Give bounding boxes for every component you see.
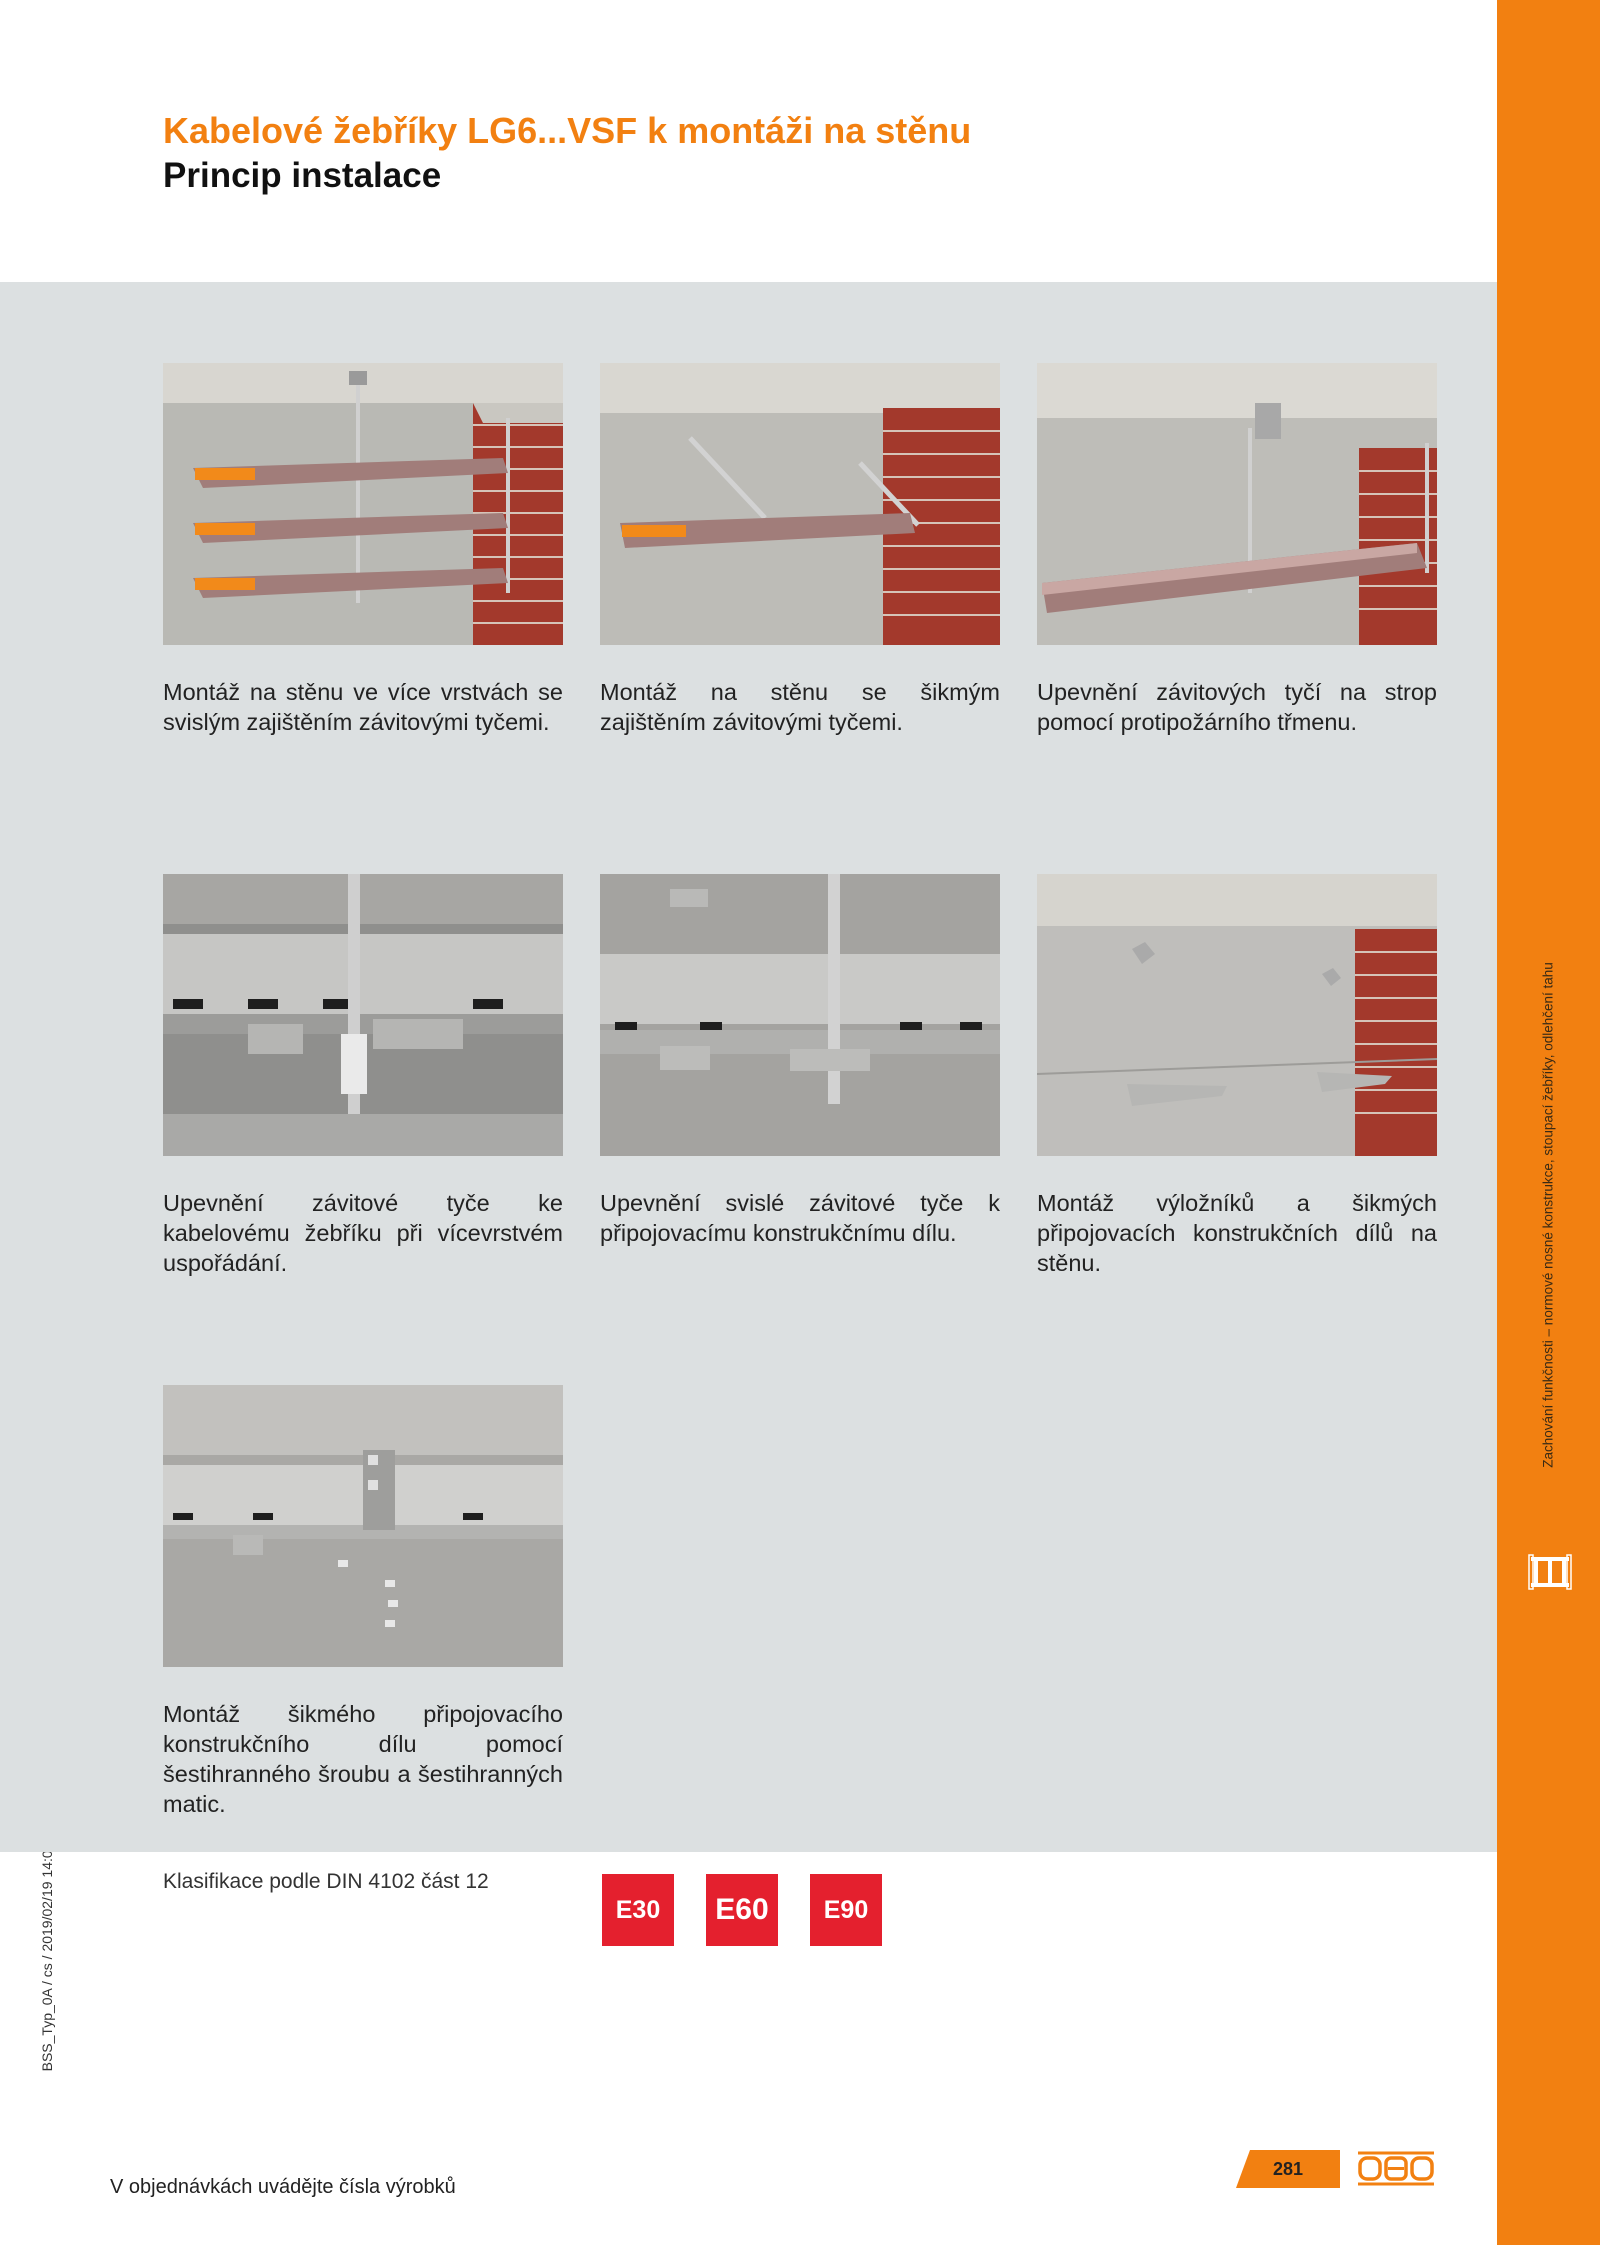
caption-1: Montáž na stěnu ve více vrstvách se svislým zajištěním závitovými tyčemi. [163, 679, 563, 735]
diagonal-bracing-photo [600, 363, 1000, 645]
page-number: 281 [1272, 2158, 1304, 2179]
caption-2: Montáž na stěnu se šikmým zajištěním závitovými tyčemi. [600, 679, 1000, 735]
caption-7: Montáž šikmého připojovacího konstrukčního dílu pomocí šestihranného šroubu a šestihranných matic. [163, 1701, 563, 1817]
page-subtitle: Princip instalace [163, 156, 442, 195]
caption-6: Montáž výložníků a šikmých připojovacích konstrukčních dílů na stěnu. [1037, 1190, 1437, 1276]
classification-label: Klasifikace podle DIN 4102 část 12 [163, 1870, 489, 1893]
cable-ladder-icon [1528, 1553, 1572, 1591]
sidebar-category-text: Zachování funkčnosti – normové nosné konstrukce, stoupací žebříky, odlehčení tahu [1540, 962, 1556, 1468]
brackets-on-wall-photo [1037, 874, 1437, 1156]
vertical-rod-connector-photo [600, 874, 1000, 1156]
page-title: Kabelové žebříky LG6...VSF k montáži na stěnu [163, 110, 972, 151]
badge-e60: E60 [706, 1874, 778, 1946]
caption-4: Upevnění závitové tyče ke kabelovému žebříku při vícevrstvém uspořádání. [163, 1190, 563, 1276]
multi-layer-wall-mounting-photo [163, 363, 563, 645]
caption-5: Upevnění svislé závitové tyče k připojovacímu konstrukčnímu dílu. [600, 1190, 1000, 1246]
ceiling-bracket-photo [1037, 363, 1437, 645]
footer-note: V objednávkách uvádějte čísla výrobků [110, 2176, 456, 2198]
rod-to-ladder-photo [163, 874, 563, 1156]
badge-e30: E30 [602, 1874, 674, 1946]
hex-bolt-connection-photo [163, 1385, 563, 1667]
badge-e90: E90 [810, 1874, 882, 1946]
caption-3: Upevnění závitových tyčí na strop pomocí protipožárního třmenu. [1037, 679, 1437, 735]
obo-logo [1356, 2148, 1436, 2188]
